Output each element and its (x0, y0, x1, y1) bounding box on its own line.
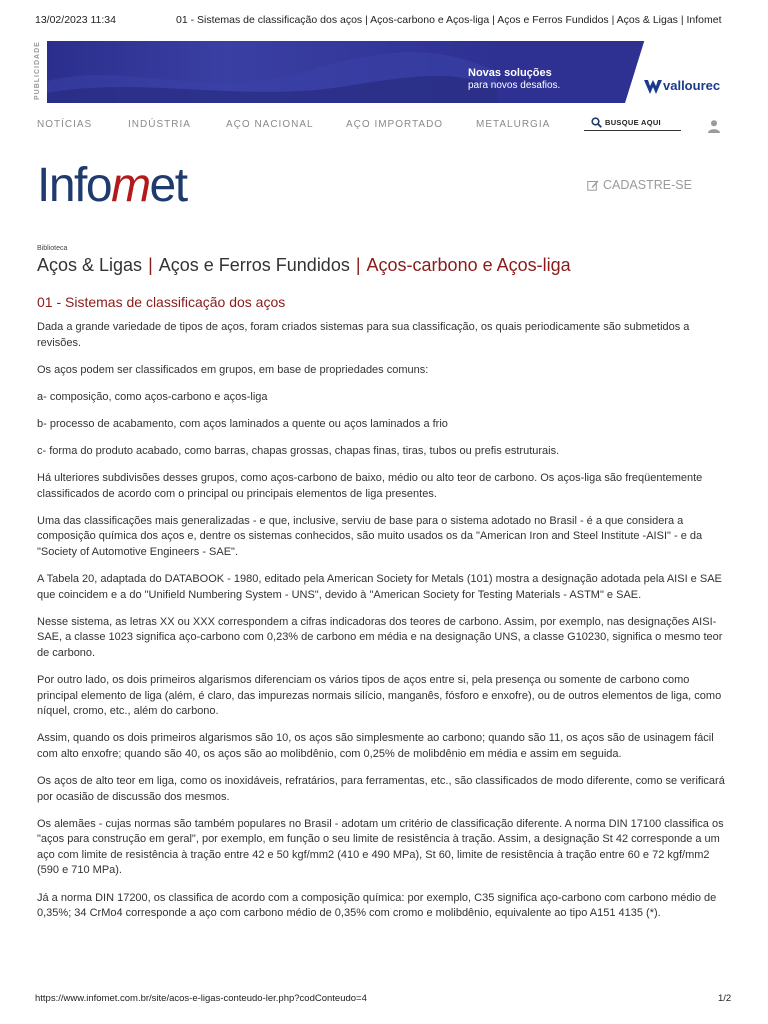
print-page-indicator: 1/2 (718, 993, 732, 1004)
nav-item-metalurgia[interactable]: METALURGIA (476, 119, 551, 130)
ad-background (47, 41, 497, 103)
article-paragraph: Já a norma DIN 17200, os classifica de acordo com a composição química: por exemplo, C35 significa aço-carbono com carbono médio de 0,35%; 34 CrMo4 corresponde a aço com carbono médio de 0,35% com cromo e molibdênio, equivalente ao tipo A151 4135 (*). (37, 891, 717, 920)
article-paragraph: Os aços de alto teor em liga, como os inoxidáveis, refratários, para ferramentas, etc., são classificados de modo diferente, como se verificará por ocasião de discussão dos mesmos. (37, 774, 725, 803)
section-kicker: Biblioteca (37, 245, 68, 252)
print-header (0, 14, 768, 30)
main-nav (37, 119, 732, 135)
nav-item-noticias[interactable]: NOTÍCIAS (37, 119, 93, 130)
article-paragraph: b- processo de acabamento, com aços laminados a quente ou aços laminados a frio (37, 417, 448, 430)
ad-logo-panel (625, 41, 732, 103)
search-icon[interactable] (591, 117, 602, 128)
breadcrumb-separator: | (148, 255, 153, 275)
article-paragraph: Uma das classificações mais generalizadas - e que, inclusive, serviu de base para o sistema adotado no Brasil - é a que considera a composição química dos aços e, dentre os sistemas conhecidos, são muito usados os da "American Iron and Steel Institute -AISI" - e da "Society of Automotive Engineers - SAE". (37, 514, 703, 558)
article-paragraph: a- composição, como aços-carbono e aços-liga (37, 390, 268, 403)
breadcrumb-item-acos-ligas[interactable]: Aços & Ligas (37, 255, 143, 275)
article-paragraph: Por outro lado, os dois primeiros algarismos diferenciam os vários tipos de aços entre si, pela presença ou somente de carbono como principal elemento de liga (além, é claro, das impurezas normais silício, manganês, fósforo e enxofre), ou de outros elementos de liga, como níquel, cromo, etc., além do carbono. (37, 674, 722, 718)
breadcrumb (37, 254, 571, 276)
nav-item-industria[interactable]: INDÚSTRIA (128, 119, 191, 130)
breadcrumb-item-acos-carbono-liga[interactable]: Aços-carbono e Aços-liga (366, 255, 571, 275)
signup-link[interactable] (587, 178, 692, 192)
ad-wave-graphic (47, 41, 497, 103)
user-icon[interactable] (707, 119, 721, 133)
vallourec-logo-icon (643, 78, 663, 96)
logo-text-part3: et (149, 159, 187, 212)
article-body (37, 320, 733, 933)
ad-brand-name: vallourec (663, 78, 721, 93)
breadcrumb-separator: | (355, 255, 361, 275)
print-footer (0, 993, 768, 1007)
article-paragraph: Nesse sistema, as letras XX ou XXX correspondem a cifras indicadoras dos teores de carbono. Assim, por exemplo, nas designações AISI-SAE, a classe 1023 significa aço-carbono com 0,23% de carbono em média e na designação UNS, a classe G10230, significa o mesmo teor de carbono. (37, 615, 723, 659)
article-paragraph: Os aços podem ser classificados em grupos, em base de propriedades comuns: (37, 363, 429, 376)
ad-banner[interactable] (33, 41, 732, 103)
nav-item-aco-importado[interactable]: AÇO IMPORTADO (346, 119, 444, 130)
ad-headline: Novas soluções (468, 67, 552, 79)
ad-subline: para novos desafios. (468, 80, 561, 91)
article-paragraph: A Tabela 20, adaptada do DATABOOK - 1980, editado pela American Society for Metals (101) mostra a designação adotada pela AISI e SAE que coincidem e a do "Unifield Numbering System - UNS", devido à "American Society for Testing Materials - ASTM" e SAE. (37, 573, 722, 601)
search-box[interactable] (584, 116, 681, 131)
ad-label-strip (33, 41, 47, 103)
article-paragraph: Os alemães - cujas normas são também populares no Brasil - adotam um critério de classificação diferente. A norma DIN 17100 classifica os "aços para construção em geral", por exemplo, em função o seu limite de resistência à tração. Assim, a designação St 42 corresponde a um aço com limite de resistência à tração entre 42 e 50 kgf/mm2 (410 e 490 MPa), St 60, limite de resistência à tração entre 60 e 72 kgf/mm2 (590 e 710 MPa). (37, 817, 724, 877)
print-page-title: 01 - Sistemas de classificação dos aços | Aços-carbono e Aços-liga | Aços e Ferros Fundidos | Aços & Ligas | Infomet (176, 14, 722, 26)
logo-text-part2: m (111, 159, 150, 212)
site-logo[interactable] (37, 158, 187, 214)
article-paragraph: c- forma do produto acabado, como barras, chapas grossas, chapas finas, tiras, tubos ou prefis estruturais. (37, 444, 560, 457)
ad-label: PUBLICIDADE (34, 41, 41, 100)
article-paragraph: Assim, quando os dois primeiros algarismos são 10, os aços são simplesmente ao carbono; quando são 11, os aços são de usinagem fácil com alto enxofre; quando são 40, os aços são ao molibdênio, com 0,25% de molibdênio em média e assim em seguida. (37, 732, 714, 760)
signup-label: CADASTRE-SE (603, 178, 692, 192)
nav-item-aco-nacional[interactable]: AÇO NACIONAL (226, 119, 314, 130)
print-datetime: 13/02/2023 11:34 (35, 14, 116, 26)
print-url: https://www.infomet.com.br/site/acos-e-ligas-conteudo-ler.php?codConteudo=4 (35, 993, 367, 1004)
article-paragraph: Dada a grande variedade de tipos de aços, foram criados sistemas para sua classificação, os quais periodicamente são submetidos a revisões. (37, 321, 690, 349)
logo-text-part1: Info (37, 159, 112, 212)
article-title: 01 - Sistemas de classificação dos aços (37, 294, 286, 310)
search-input[interactable] (605, 116, 680, 128)
edit-icon (587, 179, 599, 191)
breadcrumb-item-acos-ferros-fundidos[interactable]: Aços e Ferros Fundidos (158, 255, 350, 275)
article-paragraph: Há ulteriores subdivisões desses grupos, como aços-carbono de baixo, médio ou alto teor de carbono. Os aços-liga são freqüentemente classificados de acordo com o principal ou principais elementos de liga presentes. (37, 472, 703, 500)
